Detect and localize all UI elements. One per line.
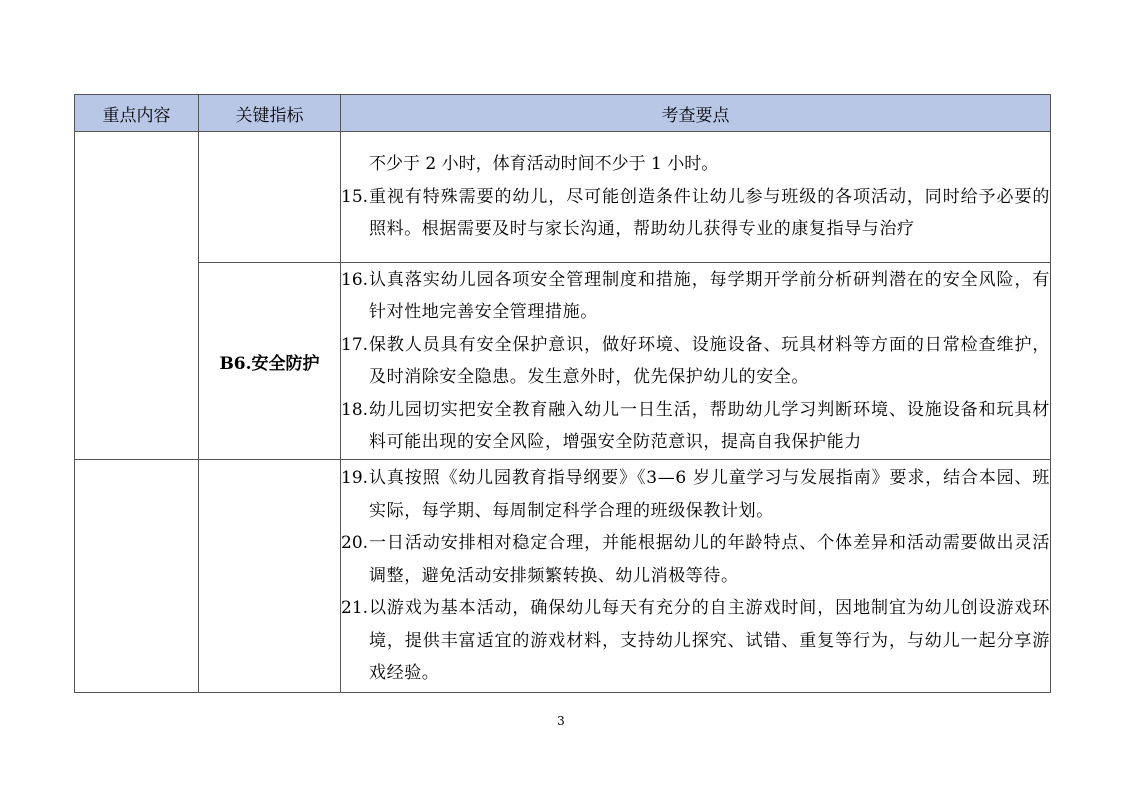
list-item [341,394,1050,459]
table-row [75,132,1051,263]
item-text: 以游戏为基本活动，确保幼儿每天有充分的自主游戏时间，因地制宜为幼儿创设游戏环境，提供丰富适宜的游戏材料，支持幼儿探究、试错、重复等行为，与幼儿一起分享游戏经验。 [369,598,1050,684]
item-number: 15. [341,186,369,207]
table-header-row [75,95,1051,132]
header-key-content: 重点内容 [75,95,199,132]
list-item [341,527,1050,592]
item-text: 保教人员具有安全保护意识，做好环境、设施设备、玩具材料等方面的日常检查维护，及时消除安全隐患。发生意外时，优先保护幼儿的安全。 [369,334,1050,387]
key-indicator-cell [199,460,341,693]
assessment-table [74,94,1051,693]
header-key-indicator: 关键指标 [199,95,341,132]
item-number: 18. [341,399,369,420]
item-text: 幼儿园切实把安全教育融入幼儿一日生活，帮助幼儿学习判断环境、设施设备和玩具材料可能出现的安全风险，增强安全防范意识，提高自我保护能力 [369,399,1050,452]
list-item [341,329,1050,394]
item-number: 16. [341,269,369,290]
item-number: 20. [341,533,369,554]
key-indicator-cell: B6.安全防护 [199,263,341,460]
continued-text: 不少于 2 小时，体育活动时间不少于 1 小时。 [369,154,719,175]
item-number: 19. [341,468,369,489]
key-indicator-cell [199,132,341,263]
check-points-cell [341,263,1051,460]
item-text: 一日活动安排相对稳定合理，并能根据幼儿的年龄特点、个体差异和活动需要做出灵活调整，避免活动安排频繁转换、幼儿消极等待。 [369,533,1050,586]
table-row [75,460,1051,693]
table-row [75,263,1051,460]
list-item [341,181,1050,246]
key-content-cell [75,132,199,460]
check-points-cell [341,460,1051,693]
item-text: 重视有特殊需要的幼儿，尽可能创造条件让幼儿参与班级的各项活动，同时给予必要的照料。根据需要及时与家长沟通，帮助幼儿获得专业的康复指导与治疗 [369,186,1050,240]
check-points-cell [341,132,1051,263]
item-number: 21. [341,598,369,619]
item-text: 认真按照《幼儿园教育指导纲要》《3—6 岁儿童学习与发展指南》要求，结合本园、班实际，每学期、每周制定科学合理的班级保教计划。 [369,468,1050,521]
list-item [341,592,1050,690]
list-item [341,462,1050,527]
page-number: 3 [557,714,565,728]
item-text: 认真落实幼儿园各项安全管理制度和措施，每学期开学前分析研判潜在的安全风险，有针对性地完善安全管理措施。 [369,269,1050,322]
list-item [341,264,1050,329]
item-number: 17. [341,334,369,355]
key-content-cell [75,460,199,693]
header-check-points: 考查要点 [341,95,1051,132]
